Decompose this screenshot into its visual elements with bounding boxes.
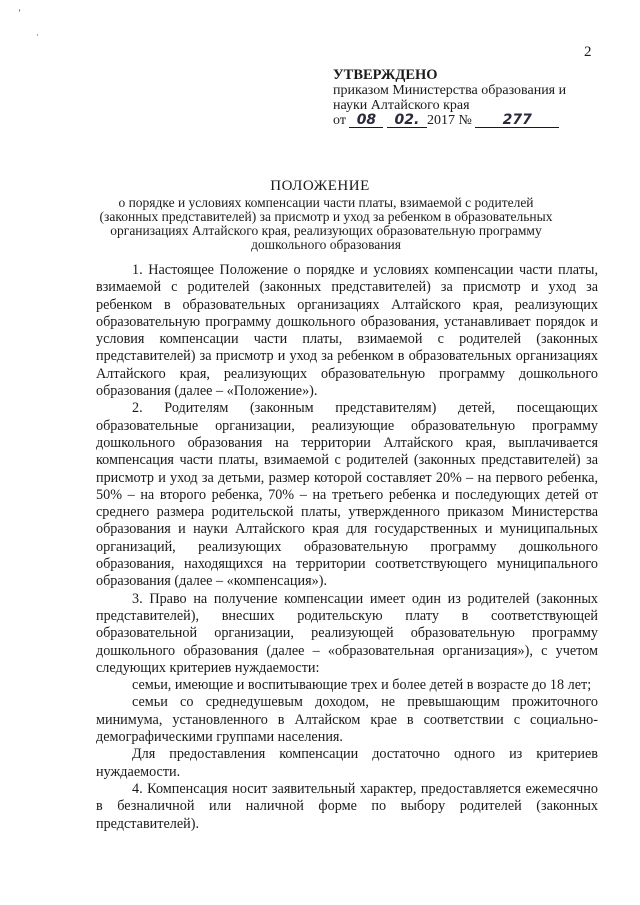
approval-block xyxy=(333,68,613,128)
page-number: 2 xyxy=(584,44,592,60)
approval-order-line1: приказом Министерства образования и xyxy=(333,83,567,98)
scan-artifact-mark: ʼ xyxy=(18,8,21,18)
document-body xyxy=(96,262,598,833)
document-title: ПОЛОЖЕНИЕ xyxy=(270,178,370,194)
paragraph-1: 1. Настоящее Положение о порядке и условиях компенсации части платы, взимаемой с родителей (законных представителей) за присмотр и уход за ребенком в образовательных организациях Алтайского края, реализующих образовательную программу дошкольного образования, устанавливает порядок и условия компенсации части платы, взимаемой с родителей (законных представителей) за присмотр и уход за ребенком в образовательных организациях Алтайского края, реализующих образовательную программу дошкольного образования (далее – «Положение»). xyxy=(96,262,598,400)
paragraph-4: 4. Компенсация носит заявительный характер, предоставляется ежемесячно в безналичной или наличной форме по выбору родителей (законных представителей). xyxy=(96,780,598,832)
approval-heading: УТВЕРЖДЕНО xyxy=(333,67,438,83)
paragraph-3: 3. Право на получение компенсации имеет один из родителей (законных представителей), внесших родительскую плату в соответствующей образовательной организации, реализующей образовательную программу дошкольного образования (далее – «образовательная организация»), с учетом следующих критериев нуждаемости: xyxy=(96,590,598,676)
criteria-note: Для предоставления компенсации достаточно одного из критериев нуждаемости. xyxy=(96,746,598,780)
handwritten-order-number: 277 xyxy=(475,114,559,128)
document-subtitle: о порядке и условиях компенсации части платы, взимаемой с родителей (законных представителей) за присмотр и уход за ребенком в образовательных организациях Алтайского края, реализующих образовательную программу дошкольного образования xyxy=(99,195,553,252)
handwritten-date-day: 08 xyxy=(349,114,383,128)
from-label: от xyxy=(333,113,346,128)
number-label: № xyxy=(458,113,472,128)
approval-date-number-line xyxy=(333,113,613,128)
paragraph-2: 2. Родителям (законным представителям) детей, посещающих образовательные организации, реализующие образовательную программу дошкольного образования на территории Алтайского края, выплачивается компенсация части платы, взимаемой с родителей (законных представителей) за присмотр и уход за детьми, размер которой составляет 20% – на первого ребенка, 50% – на второго ребенка, 70% – на третьего ребенка и последующих детей от среднего размера родительской платы, утвержденного приказом Министерства образования и науки Алтайского края для государственных и муниципальных организаций, реализующих образовательную программу дошкольного образования, находящихся на территории соответствующего муниципального образования (далее – «компенсация»). xyxy=(96,400,598,590)
approval-order-line2: науки Алтайского края xyxy=(333,98,470,113)
year: 2017 xyxy=(426,113,455,128)
scan-artifact-mark: · xyxy=(36,30,39,40)
handwritten-date-month: 02. xyxy=(387,114,427,128)
criterion-low-income: семьи со среднедушевым доходом, не превышающим прожиточного минимума, установленного в Алтайском крае в соответствии с социально-демографическими группами населения. xyxy=(96,694,598,746)
criterion-large-families: семьи, имеющие и воспитывающие трех и более детей в возрасте до 18 лет; xyxy=(132,677,592,694)
